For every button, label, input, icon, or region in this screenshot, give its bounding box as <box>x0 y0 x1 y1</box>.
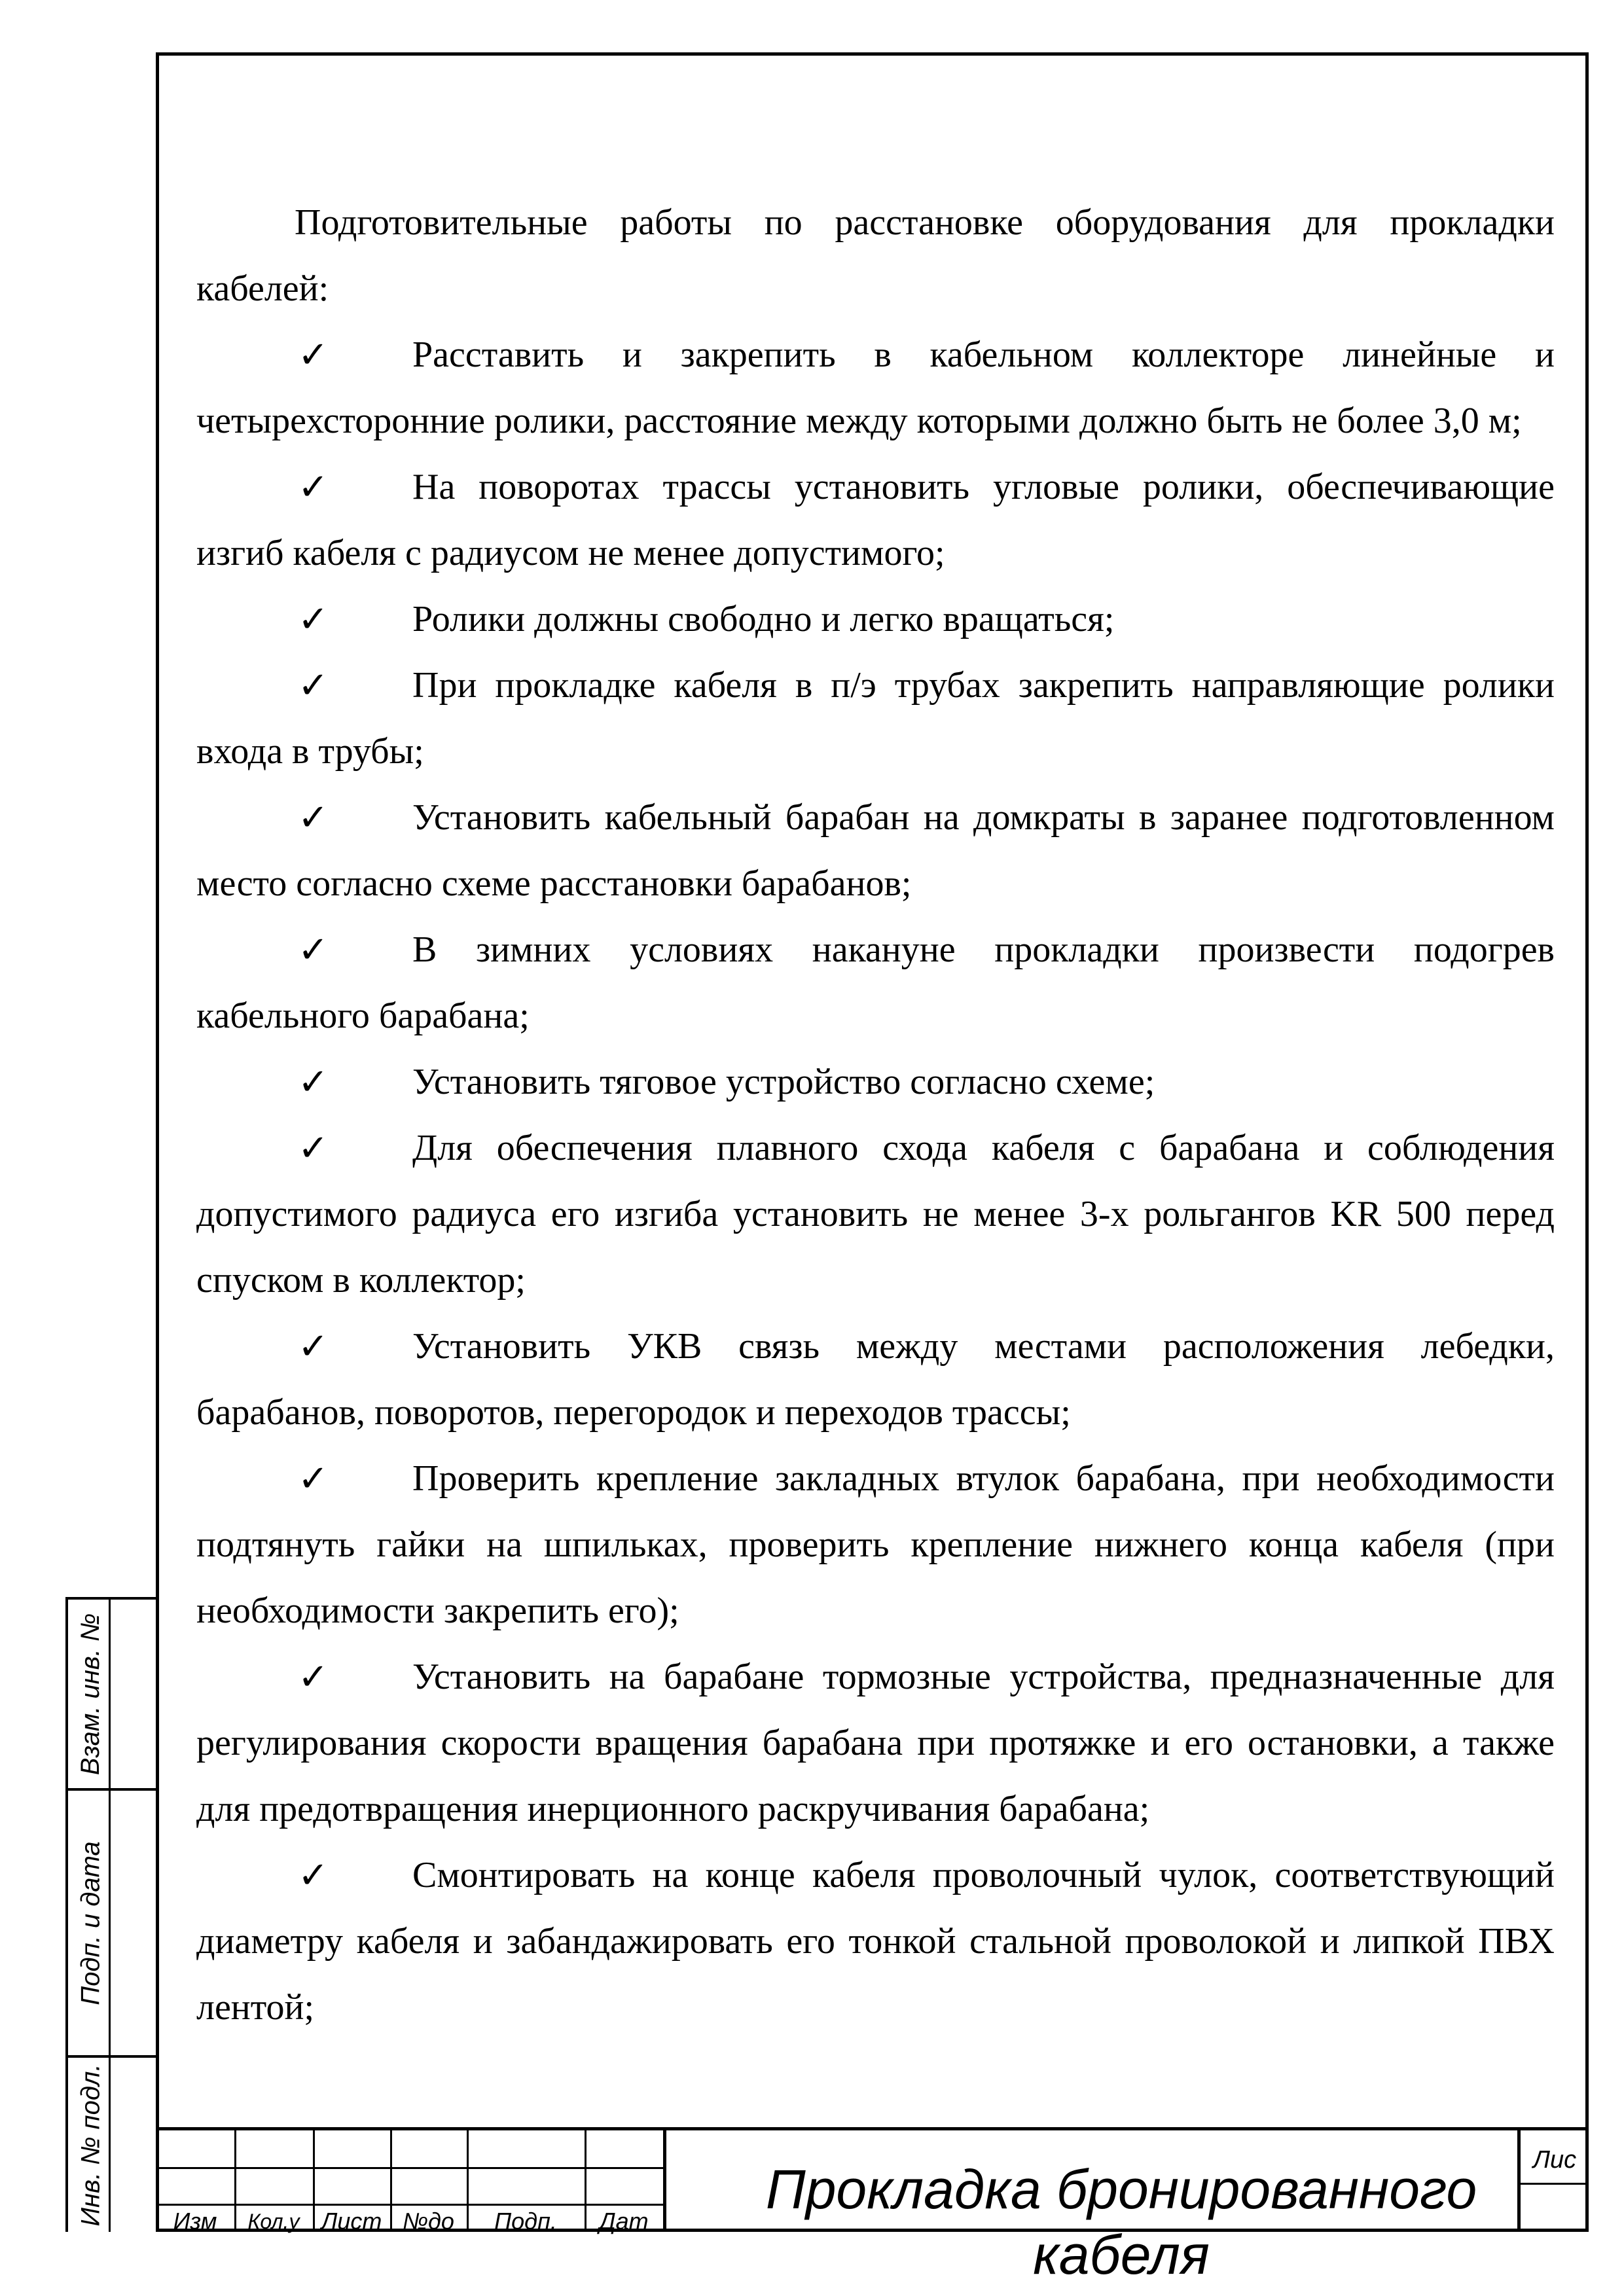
checklist-item-text: На поворотах трассы установить угловые ролики, обеспечивающие изгиб кабеля с радиусом не менее допустимого; <box>196 467 1555 573</box>
header-izm: Изм <box>173 2208 217 2234</box>
checkmark-icon: ✓ <box>298 1656 329 1698</box>
checklist-item-text: Установить тяговое устройство согласно схеме; <box>412 1062 1155 1102</box>
stamp-cell-vzam <box>68 1600 156 1791</box>
stamp-label-podp-data: Подп. и дата <box>76 1840 105 2005</box>
checkmark-icon: ✓ <box>298 598 329 641</box>
checklist-item <box>196 1842 1555 2041</box>
checkmark-icon: ✓ <box>298 797 329 839</box>
checkmark-icon: ✓ <box>298 1127 329 1170</box>
checkmark-icon: ✓ <box>298 929 329 971</box>
checklist-item-text: Для обеспечения плавного схода кабеля с барабана и соблюдения допустимого радиуса его изгиба установить не менее 3-х рольгангов KR 500 перед спуском в коллектор; <box>196 1128 1555 1300</box>
checklist-item <box>196 917 1555 1049</box>
checklist-item-text: Установить на барабане тормозные устройства, предназначенные для регулирования скорости вращения барабана при протяжке и его остановки, а также для предотвращения инерционного раскручивания барабана; <box>196 1657 1555 1829</box>
checkmark-icon: ✓ <box>298 334 329 376</box>
checklist-item <box>196 1049 1555 1115</box>
checklist-item-text: Установить кабельный барабан на домкраты в заранее подготовленном место согласно схеме расстановки барабанов; <box>196 797 1555 904</box>
checklist-item-text: Установить УКВ связь между местами расположения лебедки, барабанов, поворотов, перегородок и переходов трассы; <box>196 1326 1555 1433</box>
checklist-item-text: Проверить крепление закладных втулок барабана, при необходимости подтянуть гайки на шпильках, проверить крепление нижнего конца кабеля (при необходимости закрепить его); <box>196 1458 1555 1631</box>
checklist-item <box>196 1446 1555 1644</box>
stamp-cell-podp-data <box>68 1791 156 2058</box>
checklist-item-text: Смонтировать на конце кабеля проволочный чулок, соответствующий диаметру кабеля и забандажировать его тонкой стальной проволокой и липкой ПВХ лентой; <box>196 1855 1555 2028</box>
checklist-item-text: Расставить и закрепить в кабельном коллекторе линейные и четырехсторонние ролики, расстояние между которыми должно быть не более 3,0 м; <box>196 334 1555 441</box>
document-title: Прокладка бронированного кабеля <box>765 2159 1477 2286</box>
checklist-item <box>196 586 1555 653</box>
title-block <box>156 2127 1589 2286</box>
checklist-item <box>196 1644 1555 1842</box>
checkmark-icon: ✓ <box>298 1854 329 1897</box>
checklist-item-text: В зимних условиях накануне прокладки произвести подогрев кабельного барабана; <box>196 929 1555 1036</box>
checklist-item-text: При прокладке кабеля в п/э трубах закрепить направляющие ролики входа в трубы; <box>196 665 1555 772</box>
checkmark-icon: ✓ <box>298 1061 329 1103</box>
side-stamp <box>65 1597 156 2232</box>
checkmark-icon: ✓ <box>298 1325 329 1368</box>
header-kol: Кол.у <box>247 2210 300 2233</box>
header-data: Дат <box>599 2208 649 2234</box>
checklist-item-text: Ролики должны свободно и легко вращаться; <box>412 599 1115 639</box>
checklist-item <box>196 785 1555 917</box>
sheet-label: Лис <box>1532 2146 1577 2174</box>
checklist-item <box>196 1314 1555 1446</box>
checklist-item <box>196 322 1555 454</box>
checklist-item <box>196 653 1555 785</box>
header-podp: Подп. <box>494 2208 557 2234</box>
checkmark-icon: ✓ <box>298 466 329 509</box>
checkmark-icon: ✓ <box>298 1458 329 1500</box>
checklist-item <box>196 454 1555 586</box>
stamp-label-inv-podl: Инв. № подл. <box>76 2063 105 2227</box>
document-body <box>196 190 1555 2041</box>
header-ndoc: №до <box>403 2208 454 2234</box>
checkmark-icon: ✓ <box>298 664 329 707</box>
checklist <box>196 322 1555 2041</box>
checklist-item <box>196 1115 1555 1314</box>
header-list: Лист <box>321 2208 382 2234</box>
stamp-cell-inv-podl <box>68 2058 156 2232</box>
intro-paragraph: Подготовительные работы по расстановке оборудования для прокладки кабелей: <box>196 202 1555 309</box>
stamp-label-vzam: Взам. инв. № <box>76 1613 105 1775</box>
